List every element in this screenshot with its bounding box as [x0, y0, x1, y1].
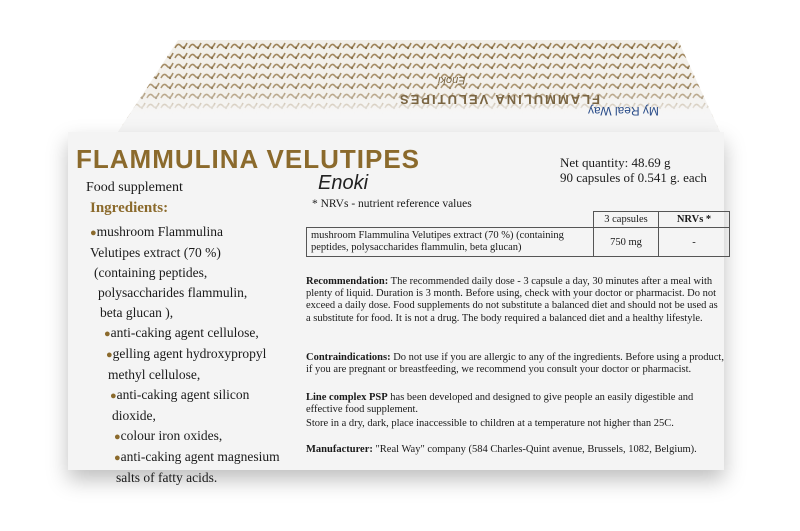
product-title: FLAMMULINA VELUTIPES [76, 144, 421, 174]
table-cell: 750 mg [594, 228, 659, 257]
bullet-icon: ● [104, 328, 111, 340]
ingredient-line: ●mushroom Flammulina [90, 224, 224, 239]
ingredients-list [90, 222, 305, 488]
line-complex-paragraph: Line complex PSP has been developed and designed to give people an easily digestible and effective food supplement. [306, 392, 694, 416]
ingredient-line: dioxide, [112, 408, 156, 423]
ingredient-line: ●anti-caking agent magnesium [114, 449, 280, 464]
storage-paragraph: Store in a dry, dark, place inaccessible to children at a temperature not higher than 25C. [306, 418, 674, 429]
bullet-icon: ● [114, 431, 121, 443]
ingredient-line: ●gelling agent hydroxypropyl [106, 346, 267, 361]
contraindications-label: Contraindications: [306, 352, 391, 363]
recommendation-paragraph: Recommendation: The recommended daily dose - 3 capsule a day, 30 minutes after a meal with plenty of liquid. Duration is 3 month. Before using, check with your doctor or pharmacist. Do not exceed a daily dose. Food supplements do not substitute a balanced diet and should not be used as a substitute for food. It is not a drug. The body required a balanced diet and a healthy lifestyle. [306, 276, 718, 324]
net-quantity [560, 155, 707, 185]
bullet-icon: ● [114, 452, 121, 464]
contraindications-paragraph: Contraindications: Do not use if you are allergic to any of the ingredients. Before using a product, if you are pregnant or breastfeeding, we recommend you consult your doctor or pharmacist. [306, 352, 724, 376]
ingredient-line: ●anti-caking agent cellulose, [104, 325, 259, 340]
capsules-line: 90 capsules of 0.541 g. each [560, 170, 707, 185]
bullet-icon: ● [90, 227, 97, 239]
manufacturer-paragraph: Manufacturer: "Real Way" company (584 Charles-Quint avenue, Brussels, 1082, Belgium). [306, 444, 697, 455]
nrv-note: * NRVs - nutrient reference values [312, 198, 472, 210]
ingredient-line: salts of fatty acids. [116, 470, 218, 485]
table-row [307, 228, 730, 257]
ingredient-line: ●anti-caking agent silicon [110, 387, 250, 402]
line-complex-label: Line complex PSP [306, 392, 388, 403]
ingredient-line: ●colour iron oxides, [114, 428, 223, 443]
ingredient-line: (containing peptides, [94, 265, 208, 280]
table-header-row [307, 212, 730, 228]
product-subtitle: Enoki [318, 172, 369, 194]
recommendation-label: Recommendation: [306, 276, 389, 287]
table-cell: mushroom Flammulina Velutipes extract (70 %) (containing peptides, polysaccharides flammulin, beta glucan) [307, 228, 594, 257]
box-lid [118, 0, 720, 140]
ingredient-line: polysaccharides flammulin, [98, 285, 248, 300]
lid-title: FLAMMULINA VELUTIPES [398, 92, 601, 107]
nutrition-table [306, 211, 730, 257]
food-supplement-label: Food supplement [86, 180, 183, 195]
table-cell: - [659, 228, 730, 257]
lid-subtitle: Enoki [438, 74, 466, 86]
bullet-icon: ● [110, 390, 117, 402]
table-header-cell [307, 212, 594, 228]
ingredient-line: methyl cellulose, [108, 367, 201, 382]
ingredient-line: Velutipes extract (70 %) [90, 245, 221, 260]
manufacturer-label: Manufacturer: [306, 444, 373, 455]
table-header-cell: 3 capsules [594, 212, 659, 228]
ingredient-line: beta glucan ), [100, 305, 174, 320]
net-quantity-line: Net quantity: 48.69 g [560, 155, 671, 170]
ingredients-heading: Ingredients: [90, 200, 169, 216]
bullet-icon: ● [106, 349, 113, 361]
lid-brand: My Real Way [588, 104, 659, 118]
table-header-cell: NRVs * [659, 212, 730, 228]
